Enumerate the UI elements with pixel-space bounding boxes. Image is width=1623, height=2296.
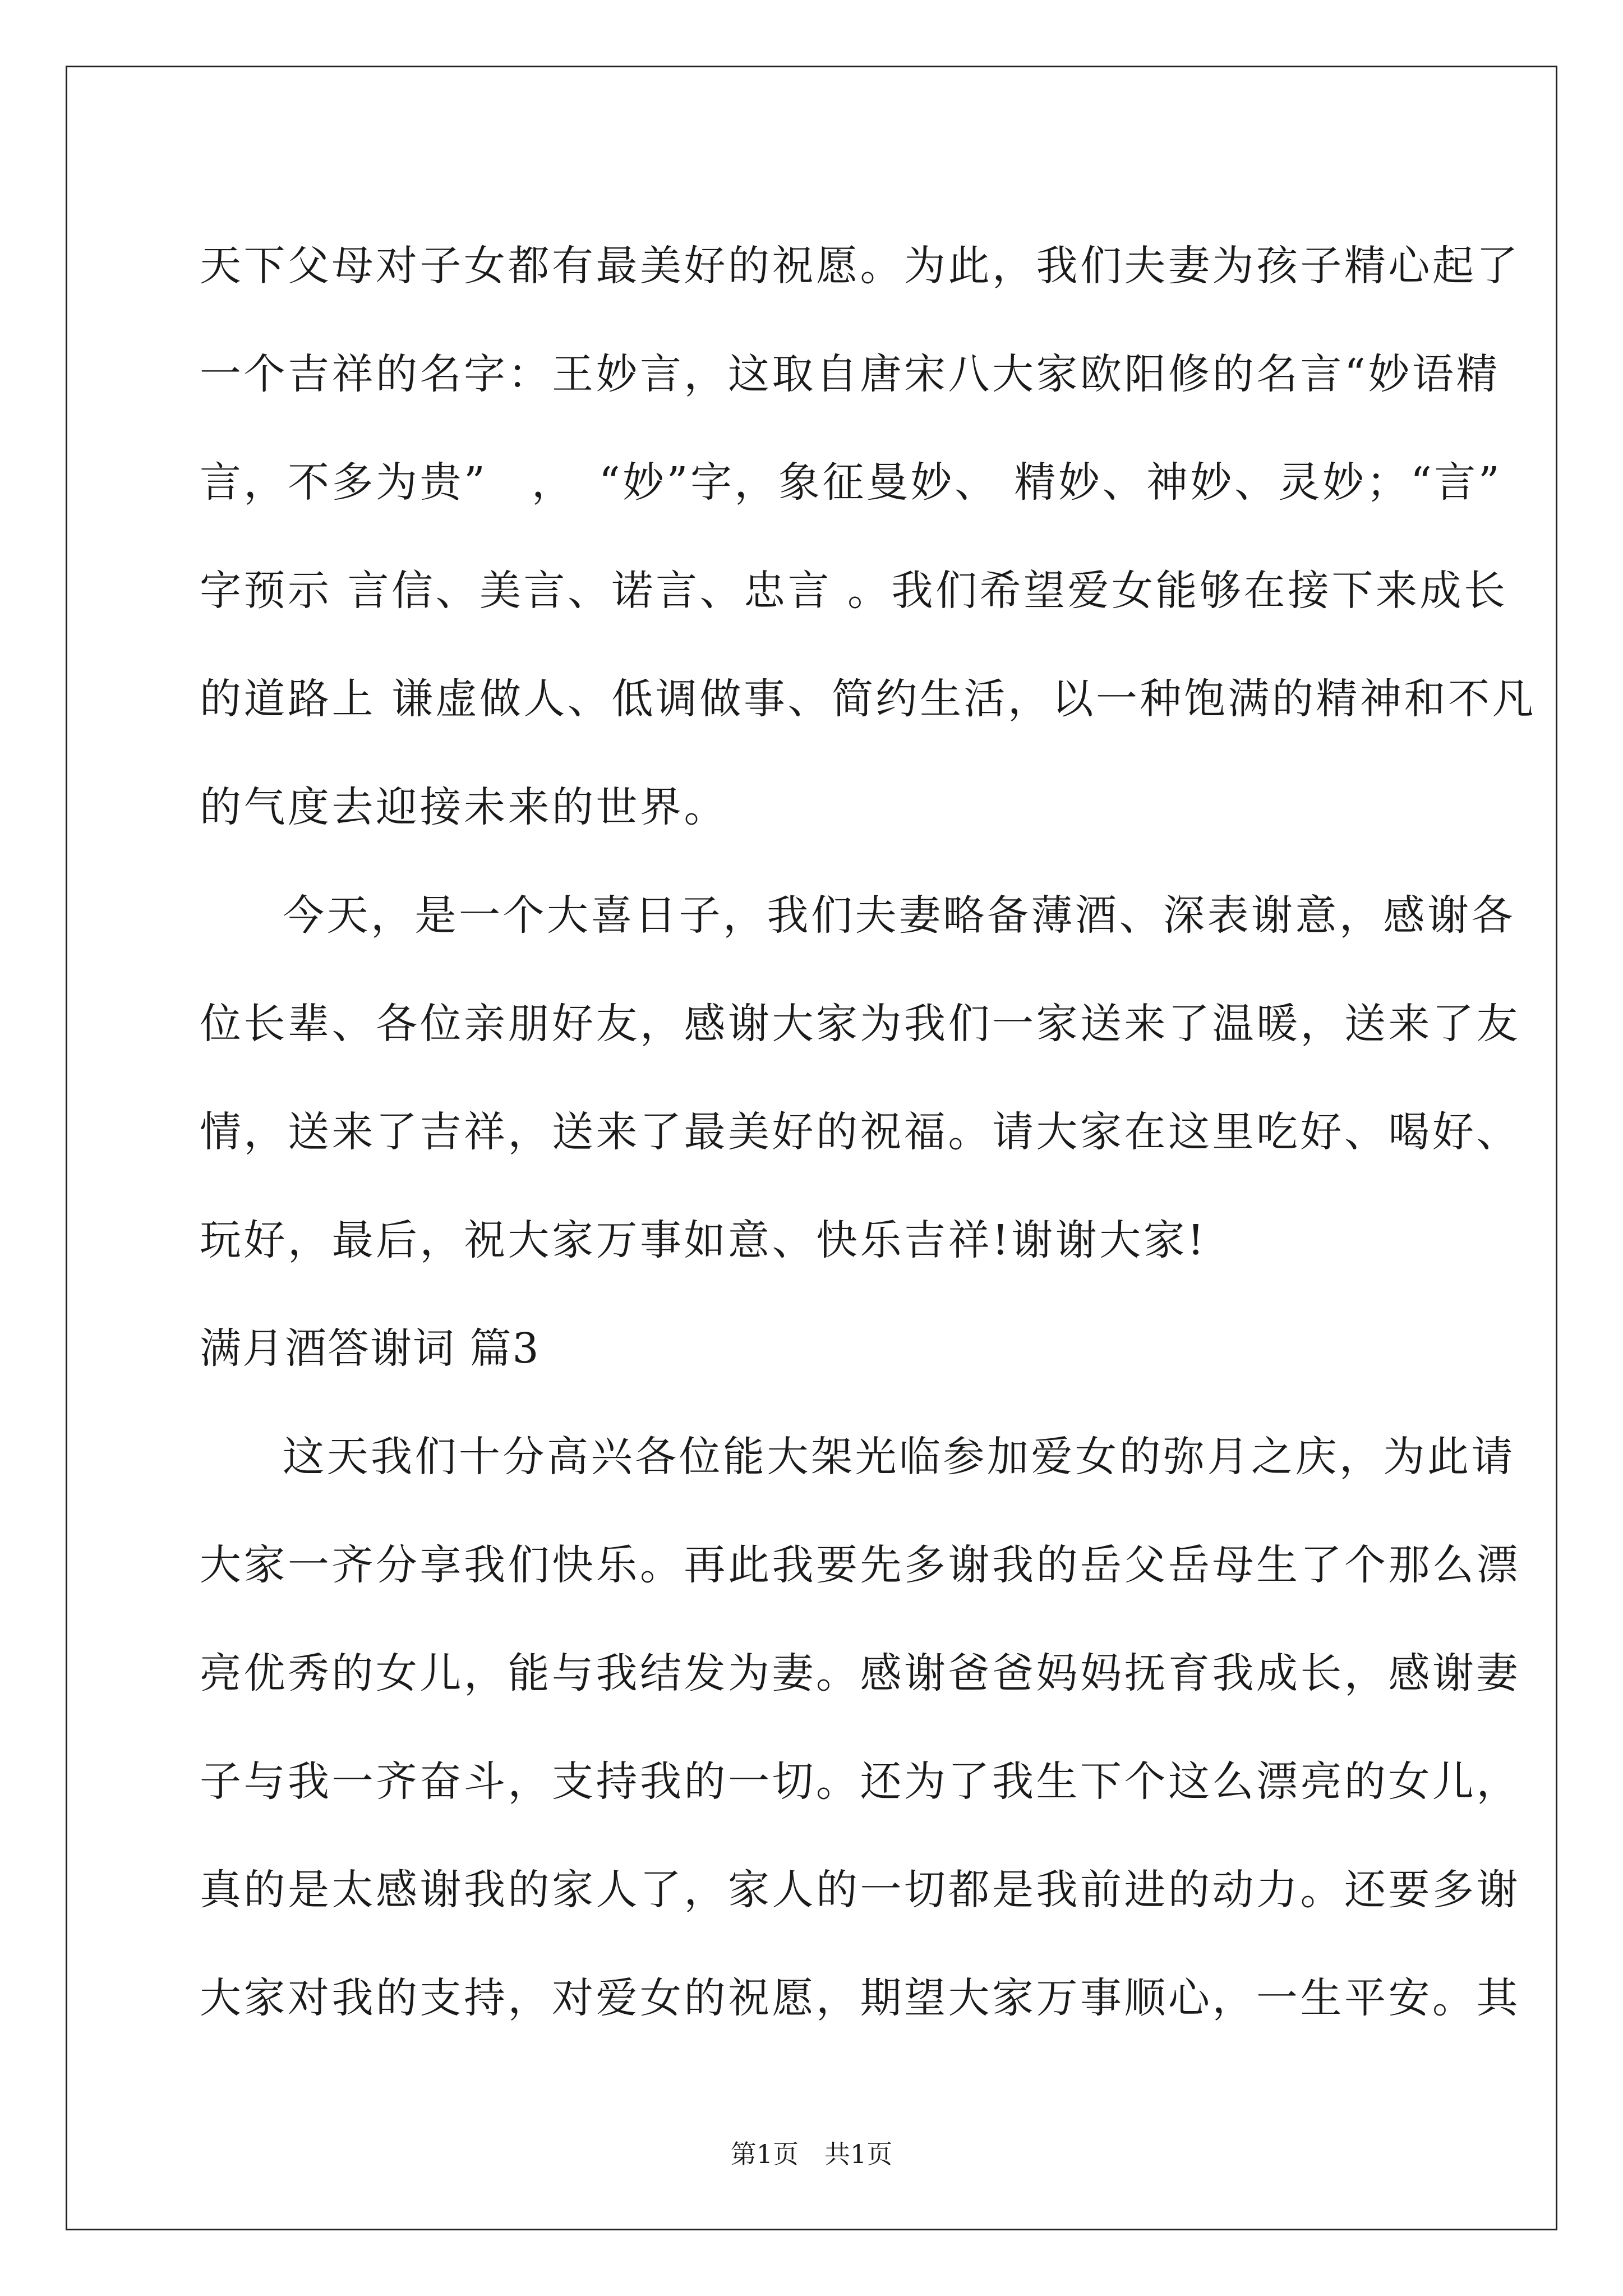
paragraph-line: 天下父母对子女都有最美好的祝愿。为此，我们夫妻为孩子精心起了 [200, 242, 1520, 290]
paragraph-line: 玩好，最后，祝大家万事如意、快乐吉祥!谢谢大家! [200, 1216, 1207, 1264]
paragraph-line: 一个吉祥的名字：王妙言，这取自唐宋八大家欧阳修的名言“妙语精 [200, 350, 1500, 398]
paragraph-line: 亮优秀的女儿，能与我结发为妻。感谢爸爸妈妈抚育我成长，感谢妻 [200, 1649, 1520, 1697]
paragraph-line: 的道路上 谦虚做人、低调做事、简约生活，以一种饱满的精神和不凡 [200, 675, 1537, 723]
paragraph-line: 字预示 言信、美言、诺言、忠言 。我们希望爱女能够在接下来成长 [200, 567, 1508, 615]
page-number-footer: 第1页 共1页 [730, 2139, 893, 2169]
paragraph-line: 位长辈、各位亲朋好友，感谢大家为我们一家送来了温暖，送来了友 [200, 1000, 1520, 1048]
paragraph-line: 这天我们十分高兴各位能大架光临参加爱女的弥月之庆，为此请 [283, 1433, 1515, 1481]
paragraph-line: 大家对我的支持，对爱女的祝愿，期望大家万事顺心，一生平安。其 [200, 1974, 1520, 2022]
paragraph-line: 的气度去迎接未来的世界。 [200, 783, 728, 831]
paragraph-line: 真的是太感谢我的家人了，家人的一切都是我前进的动力。还要多谢 [200, 1866, 1520, 1914]
paragraph-line: 子与我一齐奋斗，支持我的一切。还为了我生下个这么漂亮的女儿， [200, 1757, 1520, 1806]
paragraph-line: 今天，是一个大喜日子，我们夫妻略备薄酒、深表谢意，感谢各 [283, 891, 1515, 940]
paragraph-line: 情，送来了吉祥，送来了最美好的祝福。请大家在这里吃好、喝好、 [200, 1108, 1520, 1156]
paragraph-line: 大家一齐分享我们快乐。再此我要先多谢我的岳父岳母生了个那么漂 [200, 1541, 1520, 1589]
paragraph-line: 言，不多为贵” ， “妙”字，象征曼妙、 精妙、神妙、灵妙；“言” [200, 458, 1502, 507]
document-body [200, 212, 1537, 2053]
section-heading: 满月酒答谢词 篇3 [200, 1324, 540, 1373]
